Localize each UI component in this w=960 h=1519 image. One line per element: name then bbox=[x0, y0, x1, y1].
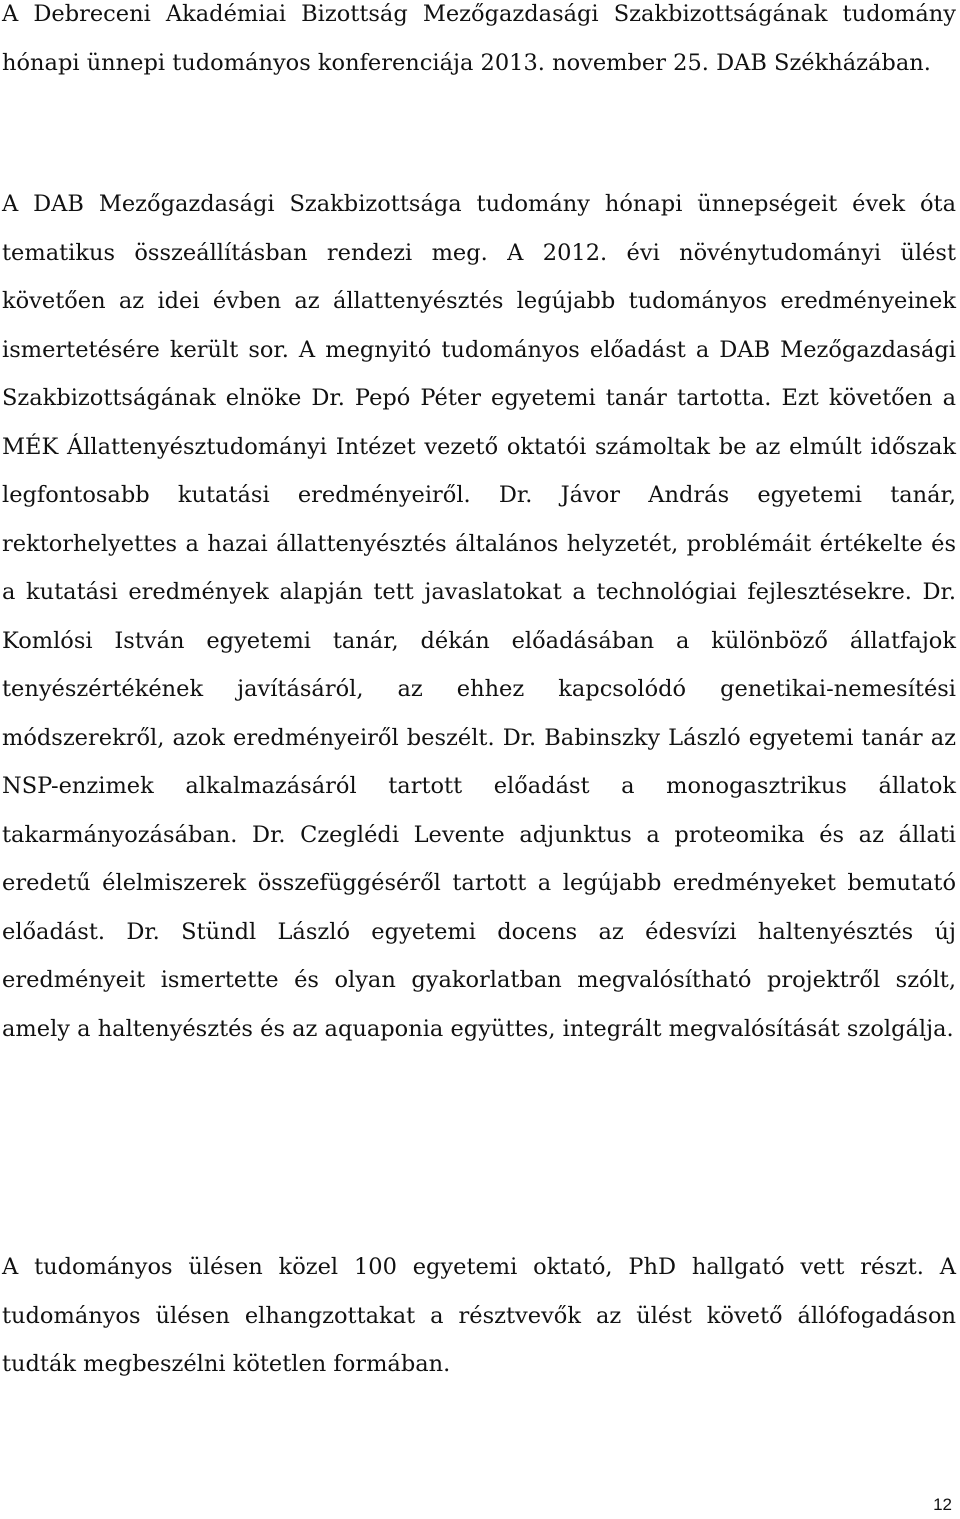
paragraph-conference-intro: A Debreceni Akadémiai Bizottság Mezőgazdasági Szakbizottságának tudomány hónapi ünnepi tudományos konferenciája 2013. november 25. DAB Székházában. bbox=[2, 1, 956, 76]
paragraph-attendance: A tudományos ülésen közel 100 egyetemi oktató, PhD hallgató vett részt. A tudományos ülésen elhangzottakat a résztvevők az ülést követő állófogadáson tudták megbeszélni kötetlen formában. bbox=[2, 1254, 956, 1377]
paragraph-session-summary: A DAB Mezőgazdasági Szakbizottsága tudomány hónapi ünnepségeit évek óta tematikus összeállításban rendezi meg. A 2012. évi növénytudományi ülést követően az idei évben az állattenyésztés legújabb tudományos eredményeinek ismertetésére került sor. A megnyitó tudományos előadást a DAB Mezőgazdasági Szakbizottságának elnöke Dr. Pepó Péter egyetemi tanár tartotta. Ezt követően a MÉK Állattenyésztudományi Intézet vezető oktatói számoltak be az elmúlt időszak legfontosabb kutatási eredményeiről. Dr. Jávor András egyetemi tanár, rektorhelyettes a hazai állattenyésztés általános helyzetét, problémáit értékelte és a kutatási eredmények alapján tett javaslatokat a technológiai fejlesztésekre. Dr. Komlósi István egyetemi tanár, dékán előadásában a különböző állatfajok tenyészértékének javításáról, az ehhez kapcsolódó genetikai-nemesítési módszerekről, azok eredményeiről beszélt. Dr. Babinszky László egyetemi tanár az NSP-enzimek alkalmazásáról tartott előadást a monogasztrikus állatok takarmányozásában. Dr. Czeglédi Levente adjunktus a proteomika és az állati eredetű élelmiszerek összefüggéséről tartott a legújabb eredményeket bemutató előadást. Dr. Stündl László egyetemi docens az édesvízi haltenyésztés új eredményeit ismertette és olyan gyakorlatban megvalósítható projektről szólt, amely a haltenyésztés és az aquaponia együttes, integrált megvalósítását szolgálja. bbox=[2, 191, 956, 1042]
page-number: 12 bbox=[933, 1495, 952, 1514]
